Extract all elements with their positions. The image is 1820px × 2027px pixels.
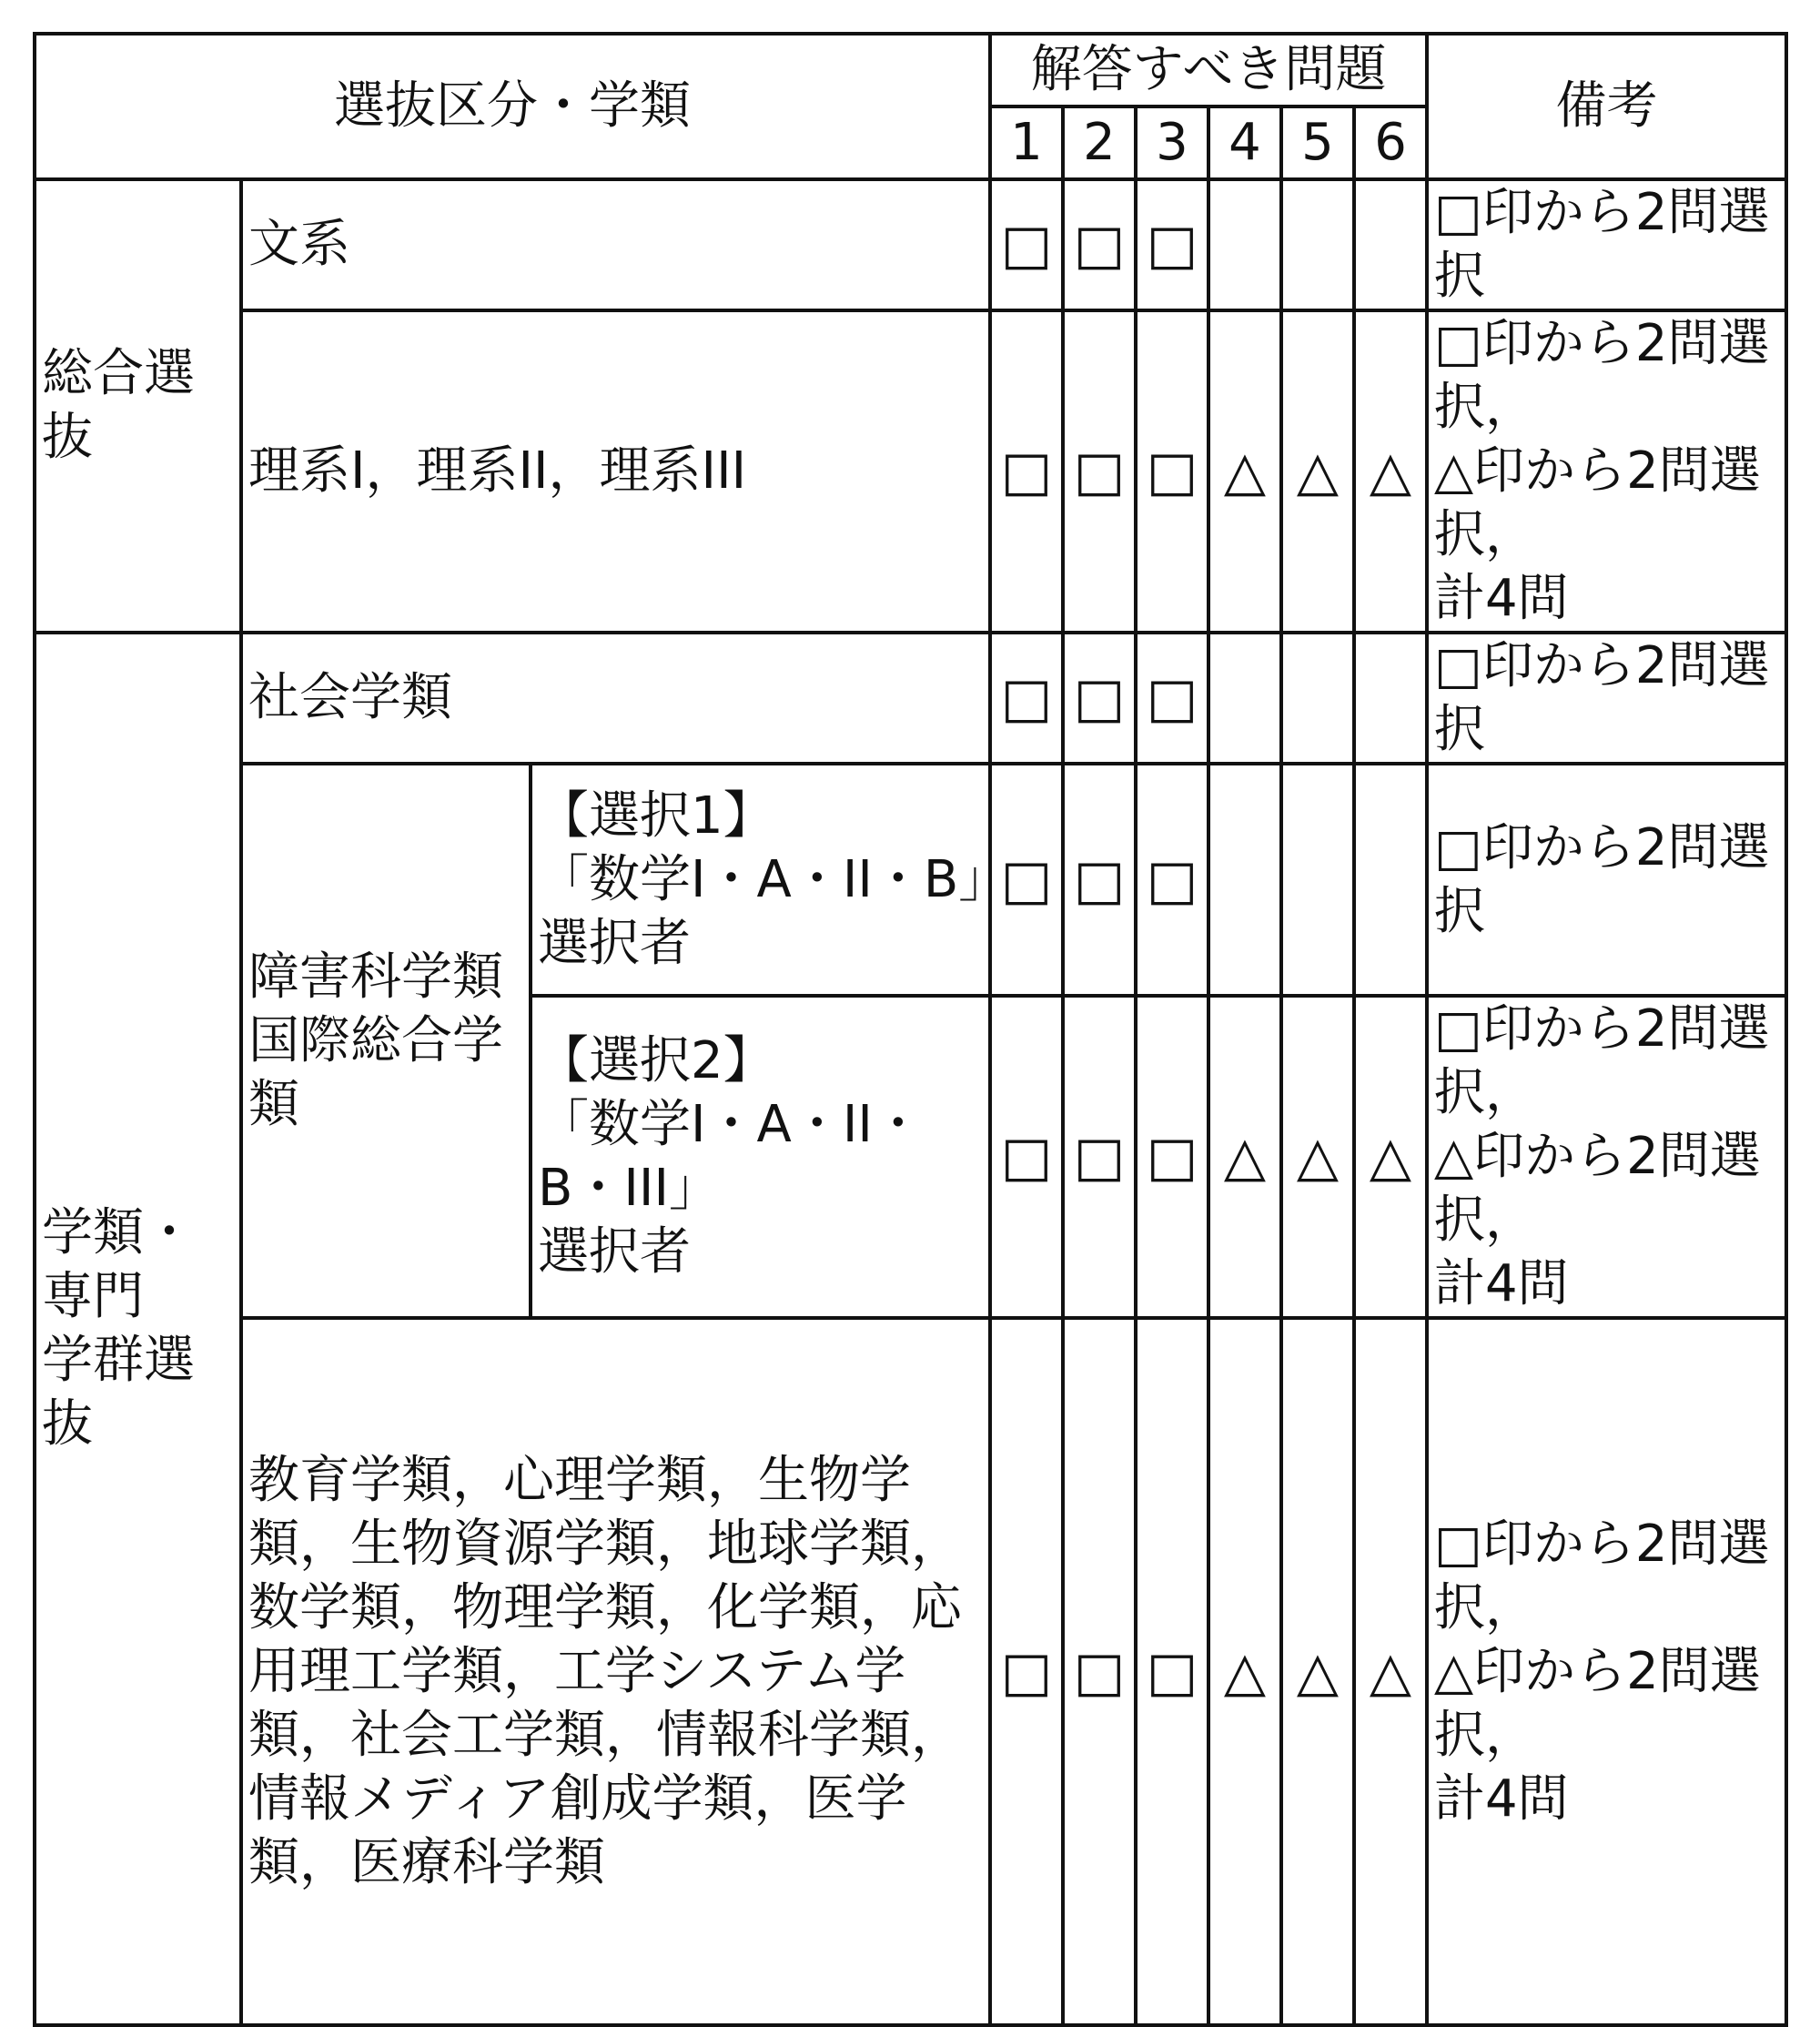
mark-cell: □ xyxy=(990,1318,1063,2025)
mark-cell: □ xyxy=(1136,633,1208,764)
subgroup-label: 障害科学類 国際総合学類 xyxy=(241,764,531,1318)
note-cell: □印から2問選択 xyxy=(1427,179,1786,310)
mark-cell: △ xyxy=(1281,996,1354,1318)
mark-cell: □ xyxy=(990,310,1063,633)
mark-cell: □ xyxy=(1063,996,1136,1318)
note-cell: □印から2問選択， △印から2問選択， 計4問 xyxy=(1427,996,1786,1318)
mark-cell xyxy=(1281,179,1354,310)
group-gakurui-senbatsu: 学類・専門 学群選抜 xyxy=(35,633,241,2025)
question-selection-table xyxy=(33,32,1788,2027)
row-label-bunkei: 文系 xyxy=(241,179,990,310)
mark-cell xyxy=(1354,764,1427,996)
mark-cell: □ xyxy=(1063,179,1136,310)
mark-cell: △ xyxy=(1354,996,1427,1318)
note-cell: □印から2問選択 xyxy=(1427,764,1786,996)
header-selection-category: 選抜区分・学類 xyxy=(35,34,990,179)
mark-cell: □ xyxy=(1136,310,1208,633)
mark-cell: □ xyxy=(1136,996,1208,1318)
note-cell: □印から2問選択 xyxy=(1427,633,1786,764)
note-cell: □印から2問選択， △印から2問選択， 計4問 xyxy=(1427,1318,1786,2025)
mark-cell: □ xyxy=(1063,1318,1136,2025)
row-label-rikei: 理系I，理系II，理系III xyxy=(241,310,990,633)
mark-cell: □ xyxy=(1136,179,1208,310)
mark-cell: □ xyxy=(1136,764,1208,996)
mark-cell xyxy=(1208,179,1281,310)
row-label-sentaku-2: 【選択2】 「数学I・A・II・B・III」 選択者 xyxy=(531,996,990,1318)
mark-cell xyxy=(1354,633,1427,764)
mark-cell xyxy=(1208,633,1281,764)
mark-cell: △ xyxy=(1354,1318,1427,2025)
mark-cell: △ xyxy=(1281,310,1354,633)
mark-cell: □ xyxy=(1063,764,1136,996)
mark-cell xyxy=(1208,764,1281,996)
header-notes: 備考 xyxy=(1427,34,1786,179)
question-number-6: 6 xyxy=(1354,106,1427,179)
mark-cell: □ xyxy=(990,179,1063,310)
mark-cell xyxy=(1281,633,1354,764)
mark-cell: △ xyxy=(1354,310,1427,633)
mark-cell: □ xyxy=(1136,1318,1208,2025)
question-number-4: 4 xyxy=(1208,106,1281,179)
mark-cell: □ xyxy=(990,764,1063,996)
mark-cell: △ xyxy=(1208,310,1281,633)
question-number-5: 5 xyxy=(1281,106,1354,179)
row-label-other-gakurui: 教育学類，心理学類，生物学類，生物資源学類，地球学類，数学類，物理学類，化学類，応用理工学類，工学システム学類，社会工学類，情報科学類，情報メディア創成学類，医学類，医療科学類 xyxy=(241,1318,990,2025)
mark-cell: △ xyxy=(1208,996,1281,1318)
mark-cell xyxy=(1281,764,1354,996)
mark-cell: □ xyxy=(1063,310,1136,633)
mark-cell: △ xyxy=(1208,1318,1281,2025)
mark-cell: □ xyxy=(1063,633,1136,764)
note-cell: □印から2問選択， △印から2問選択， 計4問 xyxy=(1427,310,1786,633)
question-number-2: 2 xyxy=(1063,106,1136,179)
group-sogo-senbatsu: 総合選抜 xyxy=(35,179,241,633)
header-questions-to-answer: 解答すべき問題 xyxy=(990,34,1427,106)
question-number-1: 1 xyxy=(990,106,1063,179)
row-label-sentaku-1: 【選択1】 「数学I・A・II・B」選択者 xyxy=(531,764,990,996)
mark-cell: □ xyxy=(990,633,1063,764)
mark-cell: △ xyxy=(1281,1318,1354,2025)
mark-cell: □ xyxy=(990,996,1063,1318)
mark-cell xyxy=(1354,179,1427,310)
row-label-shakai: 社会学類 xyxy=(241,633,990,764)
question-number-3: 3 xyxy=(1136,106,1208,179)
